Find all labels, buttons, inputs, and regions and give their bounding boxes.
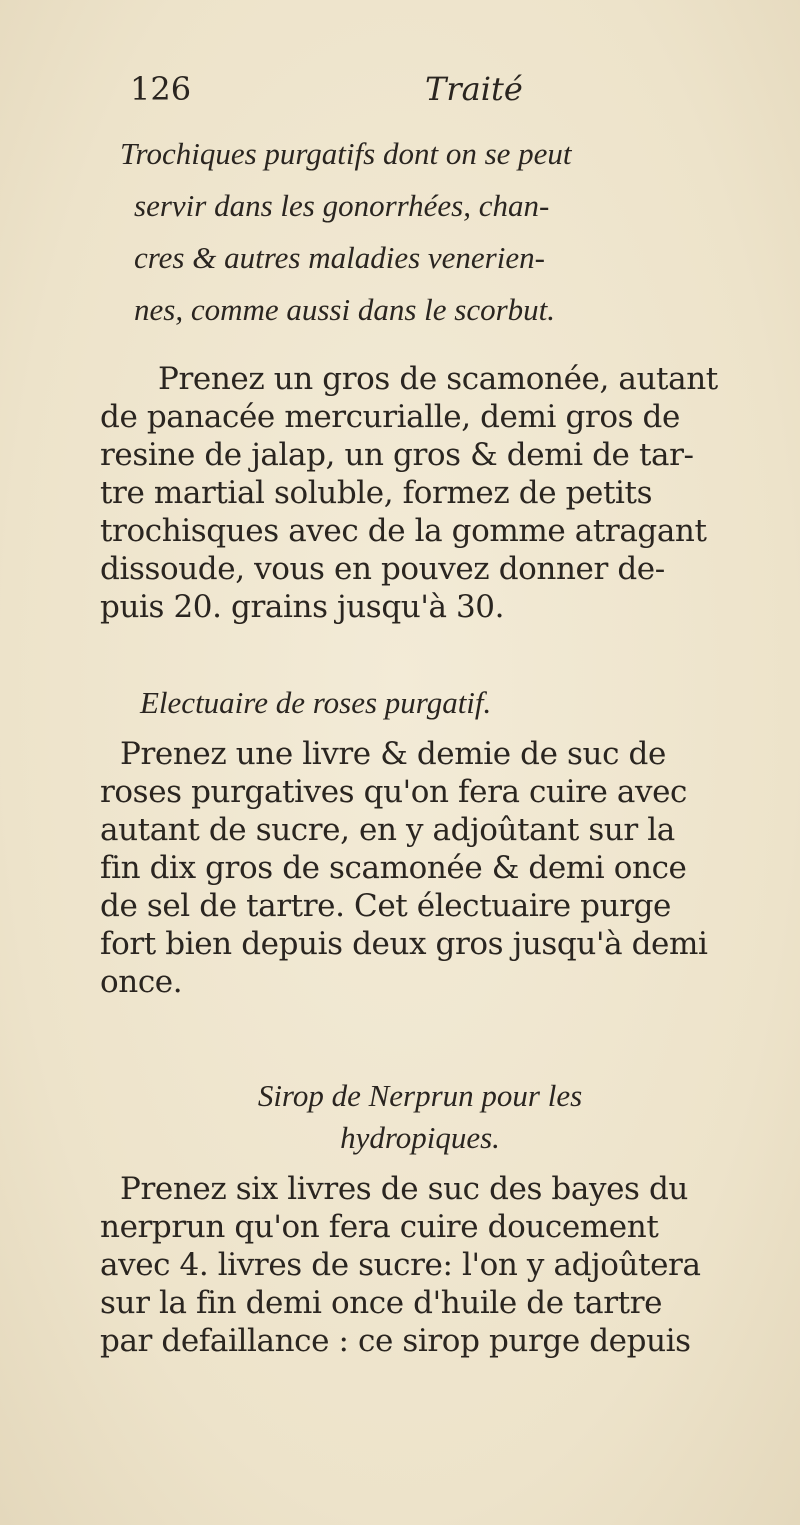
text-line: Prenez un gros de scamonée, autant: [158, 361, 718, 397]
text-line: trochisques avec de la gomme atragant: [100, 513, 707, 549]
text-line: nerprun qu'on fera cuire doucement: [100, 1209, 659, 1245]
text-line: tre martial soluble, formez de petits: [100, 475, 653, 511]
text-line: roses purgatives qu'on fera cuire avec: [100, 774, 687, 810]
title-line: servir dans les gonorrhées, chan-: [134, 188, 550, 223]
text-line: de sel de tartre. Cet électuaire purge: [100, 888, 671, 924]
text-line: dissoude, vous en pouvez donner de-: [100, 551, 665, 587]
title-line: Trochiques purgatifs dont on se peut: [120, 136, 572, 171]
text-line: puis 20. grains jusqu'à 30.: [100, 589, 505, 625]
text-line: Prenez six livres de suc des bayes du: [120, 1171, 688, 1207]
section-title-trochiques: [120, 128, 770, 336]
section-title-electuaire: [140, 682, 720, 724]
page-header: [130, 70, 710, 120]
text-line: fin dix gros de scamonée & demi once: [100, 850, 687, 886]
paragraph-electuaire: [100, 735, 760, 1001]
text-line: sur la fin demi once d'huile de tartre: [100, 1285, 663, 1321]
text-line: par defaillance : ce sirop purge depuis: [100, 1323, 691, 1359]
title-line: nes, comme aussi dans le scorbut.: [134, 292, 556, 327]
text-line: Prenez une livre & demie de suc de: [120, 736, 666, 772]
title-line: Sirop de Nerprun pour les: [257, 1078, 583, 1113]
paragraph-sirop: [100, 1170, 760, 1360]
text-line: once.: [100, 964, 183, 1000]
running-title: Traité: [425, 70, 523, 108]
paragraph-trochiques: [100, 360, 760, 626]
text-line: de panacée mercurialle, demi gros de: [100, 399, 680, 435]
title-line: Electuaire de roses purgatif.: [140, 685, 492, 720]
text-line: avec 4. livres de sucre: l'on y adjoûtera: [100, 1247, 701, 1283]
text-line: fort bien depuis deux gros jusqu'à demi: [100, 926, 708, 962]
text-line: resine de jalap, un gros & demi de tar-: [100, 437, 694, 473]
title-line: hydropiques.: [340, 1120, 500, 1155]
text-line: autant de sucre, en y adjoûtant sur la: [100, 812, 675, 848]
title-line: cres & autres maladies venerien-: [134, 240, 545, 275]
section-title-sirop: [100, 1075, 740, 1159]
page-number: 126: [130, 70, 192, 108]
